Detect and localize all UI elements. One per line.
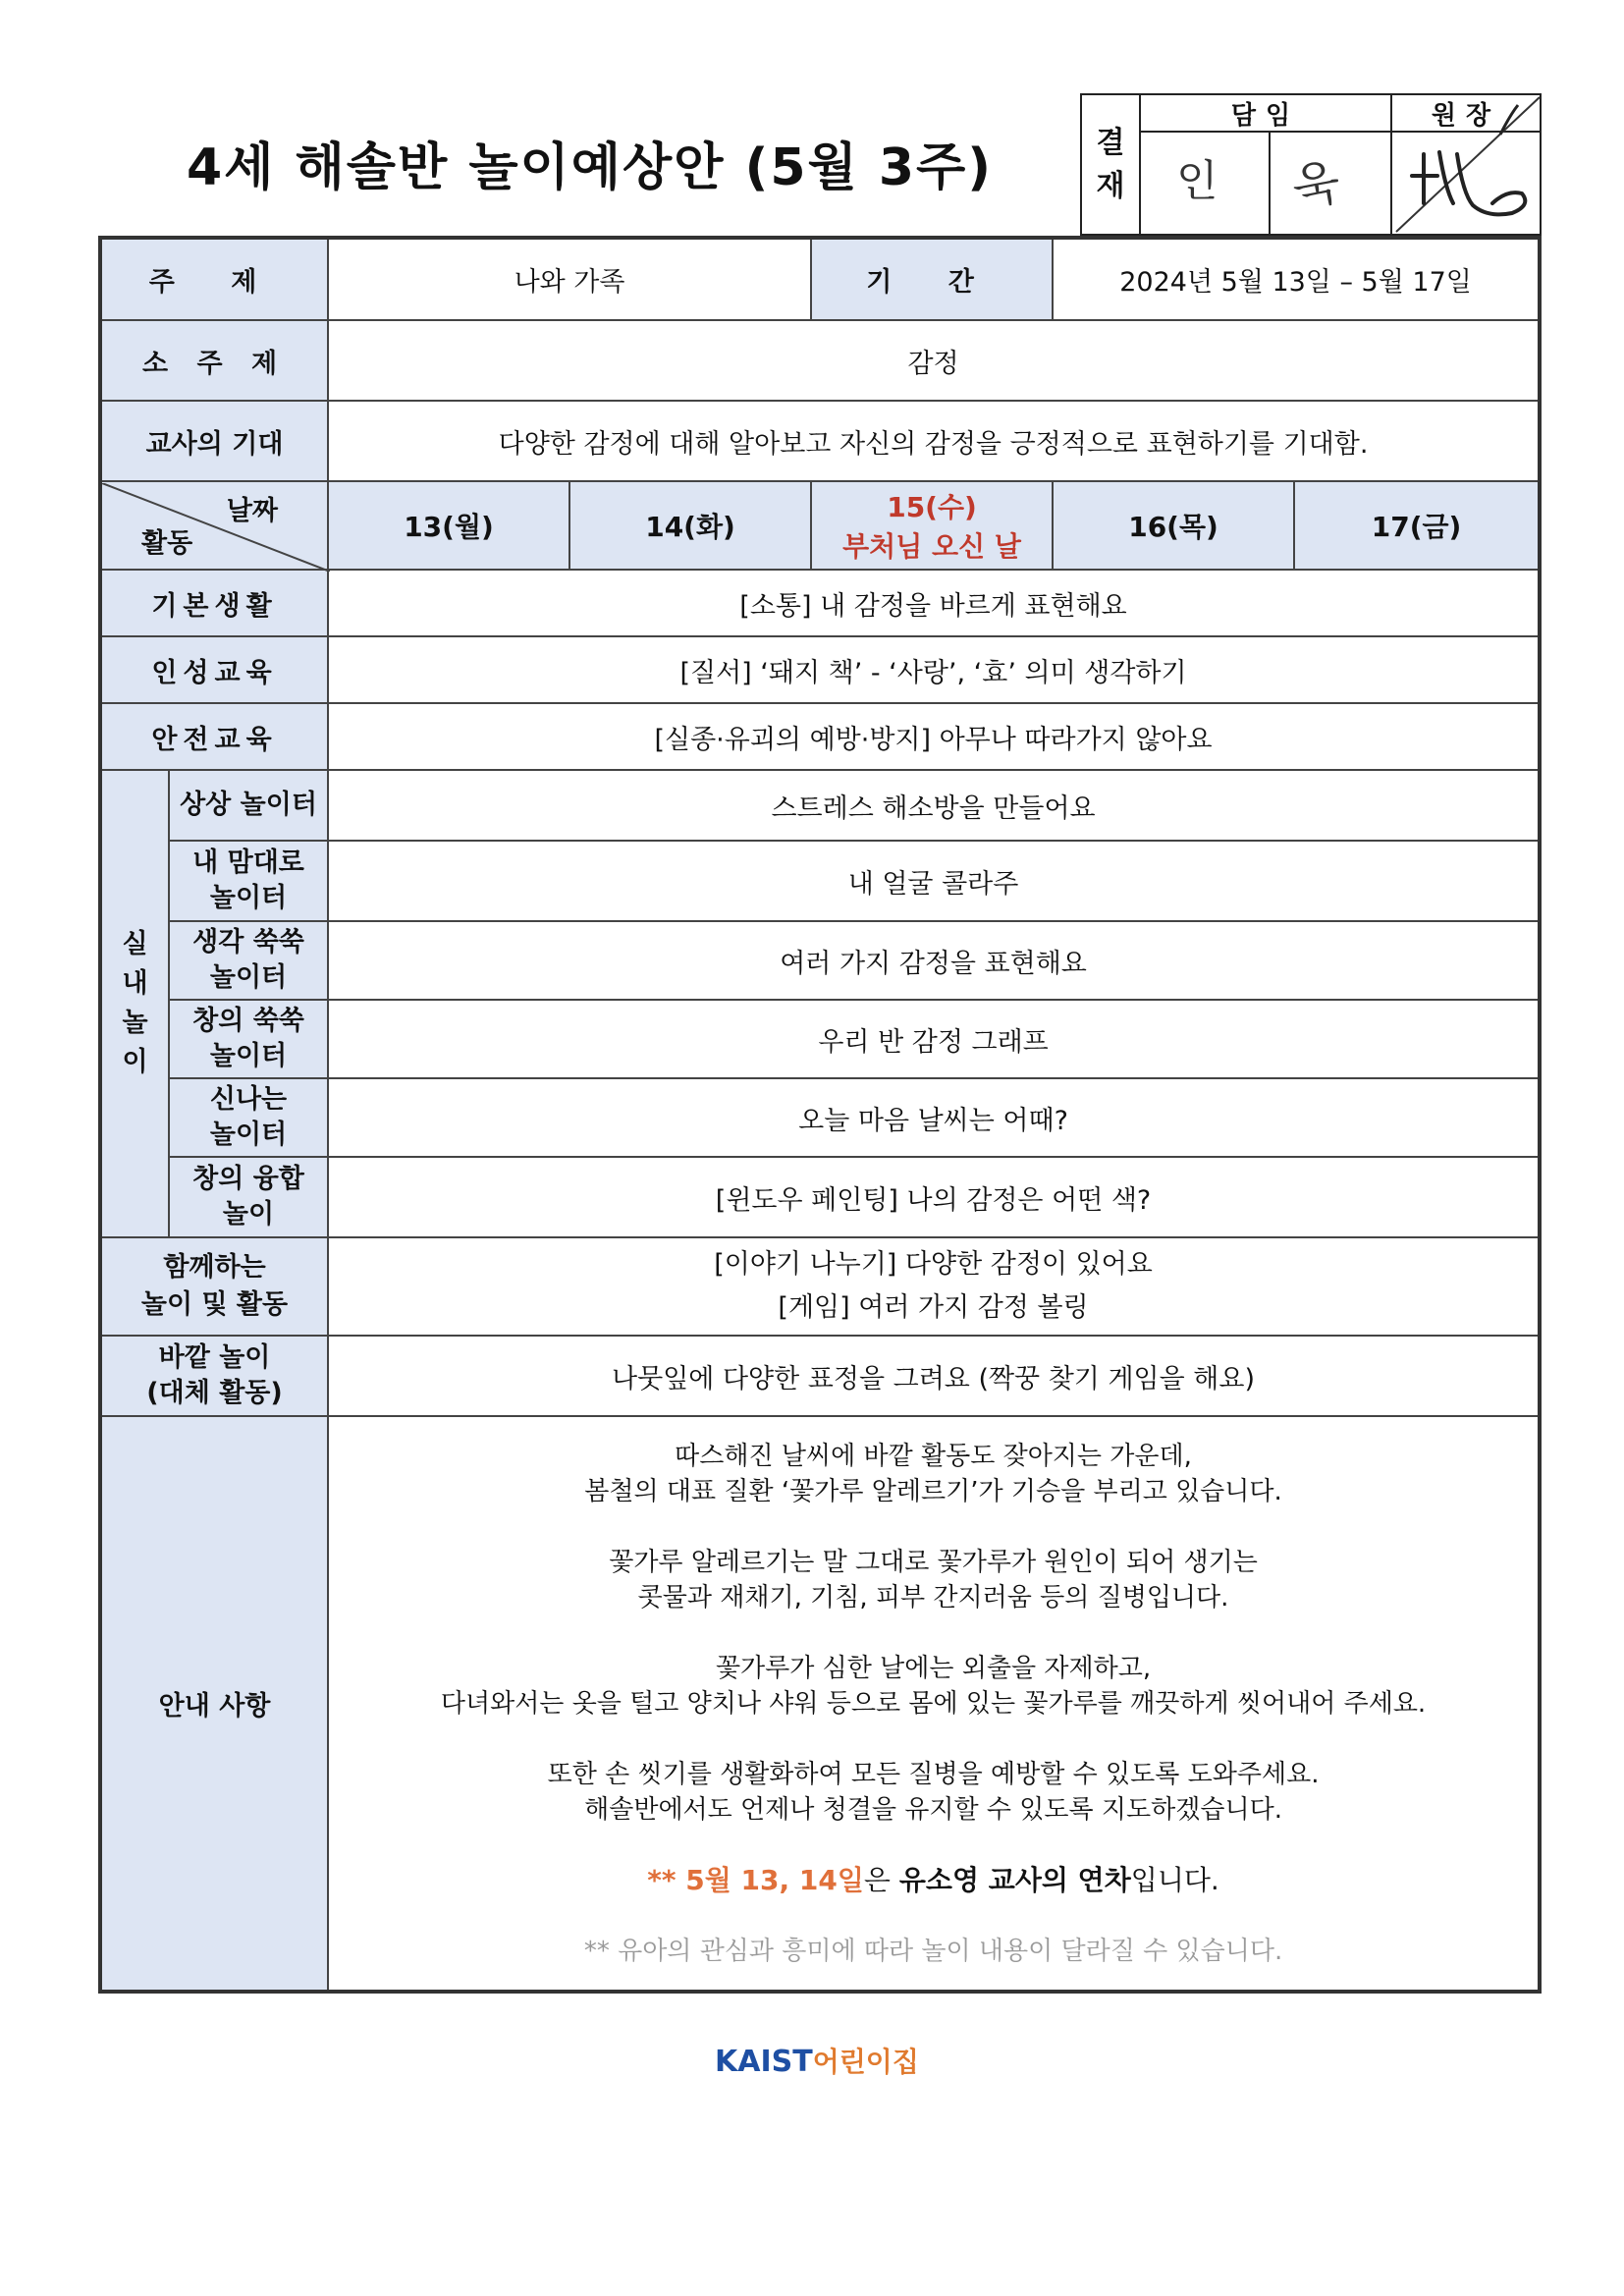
day-fri [1294,481,1540,570]
approval-divider-1 [1269,131,1271,234]
outdoor-value: 나뭇잎에 다양한 표정을 그려요 (짝꿍 찾기 게임을 해요) [328,1336,1540,1416]
together-line-1: [이야기 나누기] 다양한 감정이 있어요 [714,1249,1153,1280]
day-mon [328,481,569,570]
notice-p4b: 해솔반에서도 언제나 청결을 유지할 수 있도록 지도하겠습니다. [584,1794,1282,1825]
period-label: 기 간 [811,238,1053,320]
notice-p3b: 다녀와서는 옷을 털고 양치나 샤워 등으로 몸에 있는 꽃가루를 깨끗하게 씻어내어 주세요. [440,1688,1427,1719]
notice-row [100,1416,1540,1992]
notice-p4a: 또한 손 씻기를 생활화하여 모든 질병을 예방할 수 있도록 도와주세요. [547,1759,1320,1789]
date-activity-header [100,481,328,570]
period-value: 2024년 5월 13일 – 5월 17일 [1053,238,1540,320]
subtheme-value: 감정 [328,320,1540,401]
indoor-label-1: 상상 놀이터 [169,770,328,841]
day-wed [811,481,1053,570]
together-line-2: [게임] 여러 가지 감정 볼링 [778,1292,1089,1323]
day-mon-label: 13(월) [404,511,494,543]
indoor-row-2 [100,841,1540,921]
character-row [100,636,1540,703]
leave-name: 유소영 교사의 연차 [898,1863,1131,1896]
homeroom-header: 담임 [1141,95,1390,133]
indoor-row-4 [100,1000,1540,1078]
approval-divider-2 [1390,95,1392,234]
indoor-group-label: 실 내 놀 이 [100,770,169,1237]
expect-value: 다양한 감정에 대해 알아보고 자신의 감정을 긍정적으로 표현하기를 기대함. [328,401,1540,481]
basic-value: [소통] 내 감정을 바르게 표현해요 [328,570,1540,636]
notice-body [328,1416,1540,1992]
day-tue-label: 14(화) [645,511,735,543]
theme-label: 주 제 [100,238,328,320]
indoor-value-3: 여러 가지 감정을 표현해요 [328,921,1540,1000]
indoor-label-3: 생각 쑥쑥 놀이터 [169,921,328,1000]
indoor-value-4: 우리 반 감정 그래프 [328,1000,1540,1078]
together-label: 함께하는 놀이 및 활동 [100,1237,328,1336]
day-fri-label: 17(금) [1371,511,1462,543]
activity-label: 활동 [141,528,193,559]
approval-box [1080,93,1542,236]
diagonal-line-icon [102,483,330,572]
notice-p1a: 따스해진 날씨에 바깥 활동도 잦아지는 가운데, [675,1441,1192,1471]
indoor-row-5 [100,1078,1540,1157]
approval-label-top: 결 [1096,125,1125,160]
approval-label [1082,95,1141,234]
notice-p2b: 콧물과 재채기, 기침, 피부 간지러움 등의 질병입니다. [637,1582,1229,1613]
character-value: [질서] ‘돼지 책’ - ‘사랑’, ‘효’ 의미 생각하기 [328,636,1540,703]
signature-2: 욱 [1287,152,1345,218]
notice-p1b: 봄철의 대표 질환 ‘꽃가루 알레르기’가 기승을 부리고 있습니다. [584,1476,1282,1506]
indoor-row-1 [100,770,1540,841]
safety-value: [실종·유괴의 예방·방지] 아무나 따라가지 않아요 [328,703,1540,770]
leave-mid: 은 [863,1863,899,1896]
safety-label: 안전교육 [100,703,328,770]
expect-label: 교사의 기대 [100,401,328,481]
diagonal-cell [102,483,327,568]
director-signature-icon [1394,95,1542,234]
signature-1: 인 [1176,156,1218,206]
notice-leave [329,1863,1538,1898]
notice-label: 안내 사항 [100,1416,328,1992]
subtheme-label: 소 주 제 [100,320,328,401]
theme-value: 나와 가족 [328,238,811,320]
logo-kaist: KAIST [715,2045,813,2079]
expect-row [100,401,1540,481]
date-header-row [100,481,1540,570]
basic-label: 기본생활 [100,570,328,636]
indoor-value-2: 내 얼굴 콜라주 [328,841,1540,921]
safety-row [100,703,1540,770]
indoor-value-1: 스트레스 해소방을 만들어요 [328,770,1540,841]
footnote: ** 유아의 관심과 흥미에 따라 놀이 내용이 달라질 수 있습니다. [583,1936,1283,1966]
day-tue [569,481,811,570]
subtheme-row [100,320,1540,401]
together-row [100,1237,1540,1336]
outdoor-label: 바깥 놀이 (대체 활동) [100,1336,328,1416]
holiday-label: 부처님 오신 날 [842,530,1021,563]
outdoor-row [100,1336,1540,1416]
notice-p2a: 꽃가루 알레르기는 말 그대로 꽃가루가 원인이 되어 생기는 [609,1547,1258,1577]
approval-label-bottom: 재 [1096,168,1125,203]
plan-table [98,236,1542,1994]
leave-dates: ** 5월 13, 14일 [647,1863,864,1896]
indoor-row-6 [100,1157,1540,1237]
indoor-label-2: 내 맘대로 놀이터 [169,841,328,921]
notice-p3a: 꽃가루가 심한 날에는 외출을 자제하고, [715,1653,1152,1683]
indoor-row-3 [100,921,1540,1000]
day-thu [1053,481,1294,570]
indoor-label-5: 신나는 놀이터 [169,1078,328,1157]
indoor-label-6: 창의 융합 놀이 [169,1157,328,1237]
character-label: 인성교육 [100,636,328,703]
indoor-label-4: 창의 쑥쑥 놀이터 [169,1000,328,1078]
kaist-logo [715,2041,919,2080]
date-label: 날짜 [226,496,279,526]
page-title: 4세 해솔반 놀이예상안 (5월 3주) [187,138,994,197]
indoor-value-5: 오늘 마음 날씨는 어때? [328,1078,1540,1157]
director-header: 원장 [1392,95,1540,133]
together-value [328,1237,1540,1336]
leave-suffix: 입니다. [1130,1863,1219,1896]
day-thu-label: 16(목) [1128,511,1218,543]
basic-row [100,570,1540,636]
day-wed-label: 15(수) [887,491,977,523]
logo-daycare: 어린이집 [812,2046,919,2078]
theme-row [100,238,1540,320]
indoor-value-6: [윈도우 페인팅] 나의 감정은 어떤 색? [328,1157,1540,1237]
